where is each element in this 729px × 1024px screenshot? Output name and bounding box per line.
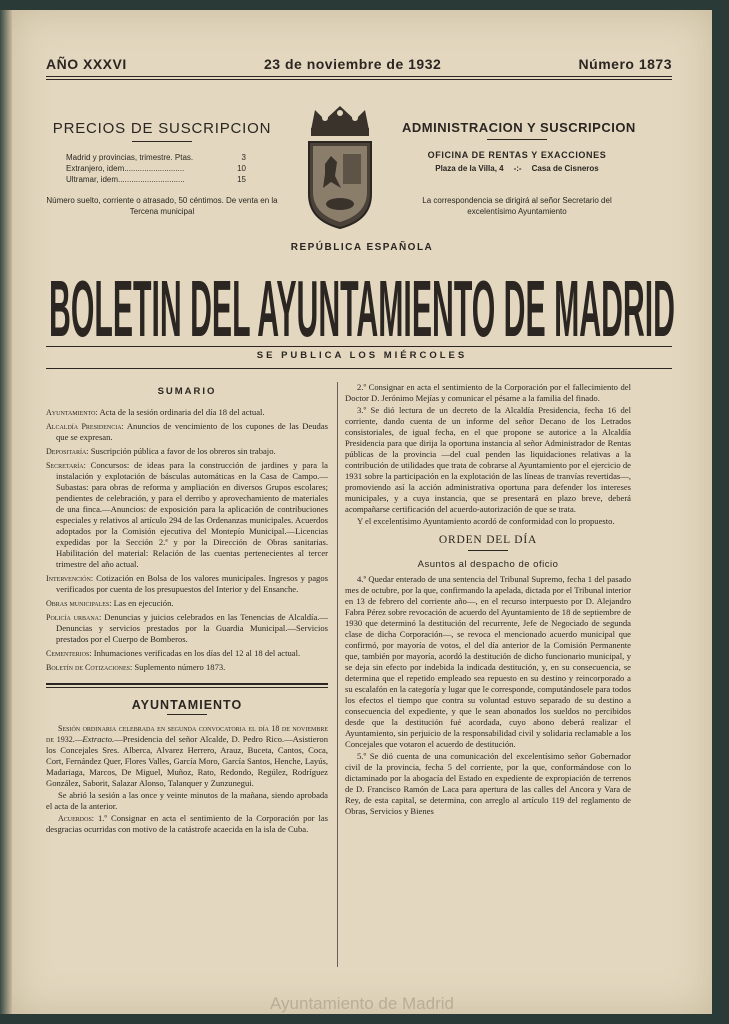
office-address: [402, 164, 632, 173]
left-column: [46, 382, 328, 836]
section-rule-thin: [46, 687, 328, 688]
publication-day: SE PUBLICA LOS MIÉRCOLES: [256, 350, 468, 361]
address-house: Casa de Cisneros: [531, 164, 599, 173]
acuerdo-3-resolution: Y el excelentísimo Ayuntamiento acordó de conformidad con lo propuesto.: [357, 516, 615, 526]
sumario-entry: Depositaría: Suscripción pública a favor de los obreros sin trabajo.: [46, 446, 276, 456]
session-paragraph: Sesión ordinaria celebrada en segunda convocatoria el día 18 de noviembre de 1932.—Extracto.—Presidencia del señor Alcalde, D. Pedro Rico.—Asistieron los Concejales Sres. Alberca, Alvarez Herrero, Arauz, Buceta, Cantos, Coca, Cort, Fernández Quer, Flores Valles, García Moro, García Santos, Henche, Layús, Madariaga, Marcos, De Miguel, Muñoz, Rato, Redondo, Regúlez, Rodríguez González, Saborit, Salazar Alonso, Talanquer y Zunzunegui.: [46, 724, 329, 788]
acuerdo-2: 2.º Consignar en acta el sentimiento de la Corporación por el fallecimiento del Doctor D. Jerónimo Mejías y comunicar el pésame a la familia del finado.: [345, 382, 631, 403]
subhead-rule: [46, 368, 672, 369]
price-row: [46, 163, 278, 174]
madrid-coat-of-arms-icon: [301, 102, 379, 232]
administration-title: ADMINISTRACION Y SUSCRIPCION: [402, 120, 636, 135]
price-value: 10: [237, 164, 246, 173]
sumario-entry: Boletín de Cotizaciones: Suplemento número 1873.: [46, 662, 226, 672]
price-row: [46, 152, 278, 163]
sumario-entry: Intervención: Cotización en Bolsa de los valores municipales. Ingresos y pagos verificados por cuenta de los presupuestos del Interior y del Ensanche.: [46, 573, 328, 594]
single-copy-note: Número suelto, corriente o atrasado, 50 céntimos. De venta en la Tercena municipal: [46, 196, 278, 216]
column-divider: [337, 382, 338, 967]
watermark-footer: Ayuntamiento de Madrid: [270, 994, 454, 1013]
acuerdo-3: 3.º Se dió lectura de un decreto de la Alcaldía Presidencia, fecha 16 del corriente, dando cuenta de un informe del señor Decano de los Letrados consistoriales, de igual fecha, en el que propone se autorice a la Alcaldía Presidencia para que dirija la oportuna instancia al señor Administrador de Rentas públicas de la provincia —del cual penden las liquidaciones relativas a la contribución de utilidades que trata de cobrarse al Ayuntamiento por el ejercicio de 1931 sobre la participación en la explotación de las líneas de tranvías revertidas—, promoviendo así la acción administrativa oportuna para defender los intereses municipales, y a cuya instancia, que se presentará en plazo breve, deberá acompañarse certificación del acuerdo-autorización de que se trata.: [345, 405, 631, 514]
price-label: Extranjero, idem...........................: [66, 164, 185, 173]
book-binding: [0, 10, 12, 1014]
masthead-text: BOLETIN DEL AYUNTAMIENTO DE MADRID: [49, 264, 675, 342]
correspondence-note: La correspondencia se dirigirá al señor Secretario del excelentísimo Ayuntamiento: [422, 196, 612, 216]
administration-block: [402, 120, 636, 217]
sumario-title: SUMARIO: [157, 386, 217, 397]
top-rule: [46, 76, 672, 77]
divider: [487, 139, 547, 140]
sumario-entry: Policía urbana: Denuncias y juicios celebrados en las Tenencias de Alcaldía.—Denuncias y servicios prestados por la Guardia Municipal.—Servicios prestados por el Cuerpo de Bomberos.: [46, 612, 329, 644]
session-opening: Se abrió la sesión a las once y veinte minutos de la mañana, siendo aprobada el acta de la anterior.: [46, 790, 328, 811]
issue-line: [46, 56, 672, 72]
issue-number: Número 1873: [578, 56, 672, 72]
republic-label: REPÚBLICA ESPAÑOLA: [290, 242, 434, 253]
price-value: 15: [237, 175, 246, 184]
divider: [167, 714, 207, 715]
sumario-entry: Cementerios: Inhumaciones verificadas en los días del 12 al 18 del actual.: [46, 648, 301, 658]
divider: [132, 141, 192, 142]
address-street: Plaza de la Villa, 4: [435, 164, 504, 173]
masthead-rule: [46, 346, 672, 347]
subscription-block: [46, 120, 278, 217]
subscription-title: PRECIOS DE SUSCRIPCION: [52, 120, 272, 137]
sumario-entry: Secretaría: Concursos: de ideas para la construcción de jardines y para la instalación y explotación de básculas automáticas en la Casa de Campo.—Subastas: para obras de reforma y ampliación en diversos Grupos escolares; pendientes de celebración, y para el derribo y aprovechamiento de materiales de una finca.—Anuncios: de exposición para la aplicación de contribuciones especiales y relativos al artículo 294 de las Ordenanzas municipales. Acuerdos adoptados por la Comisión ejecutiva del Montepío Municipal.—Licencias expedidas por la Sección 2.ª y por la Dirección de Obras sanitarias. Habilitación del material: Relación de las cuentas pertenecientes al tercer trimestre del año actual.: [46, 460, 328, 569]
price-row: [46, 174, 278, 185]
price-label: Madrid y provincias, trimestre. Ptas.: [66, 153, 194, 162]
sumario-entry: Alcaldía Presidencia: Anuncios de vencimiento de los cupones de las Deudas que se expresan.: [46, 421, 328, 442]
divider: [468, 550, 508, 551]
acuerdo-4: 4.º Quedar enterado de una sentencia del Tribunal Supremo, fecha 1 del pasado mes de octubre, por la que, confirmando la apelada, dictada por el Tribunal interior en 13 de febrero del corriente año—, en el recurso interpuesto por D. Alejandro Fabra Pérez sobre revocación de acuerdo del Ayuntamiento de 18 de septiembre de 1930 que determinó la destitución del recurrente, Jefe de Negociado de segunda clase de dicha Corporación—, se revoca el mencionado acuerdo municipal que confirmó, por mayoría de votos, el del día anterior de la Comisión Permanente que, también por mayoría, acordó la destitución de dicho funcionario municipal, y se deja sin efecto por indebida la indicada destitución, y, en su consecuencia, se determina que el repetido empleado sea repuesto en su destino y reincorporado a su escalafón en la categoría y lugar que le corresponde, computándosele para todos los efectos el tiempo que contra su voluntad estuvo separado de su destino a consecuencia del expediente, y que le sean abonados los sueldos no percibidos desde que la destitución fué acordada, cuyo abono deberá realizar el Ayuntamiento, sin perjuicio de la responsabilidad civil y solidaria reclamable a los Concejales que votaron el acuerdo de destitución.: [345, 574, 631, 749]
acuerdo-1: Acuerdos: 1.º Consignar en acta el sentimiento de la Corporación por las desgracias ocurridas con motivo de la catástrofe acaecida en la isla de Cuba.: [46, 813, 329, 834]
address-separator: -:-: [513, 164, 522, 173]
ayuntamiento-title: AYUNTAMIENTO: [131, 698, 243, 712]
right-column: [345, 382, 631, 818]
issue-year: AÑO XXXVI: [46, 56, 127, 72]
office-name: OFICINA DE RENTAS Y EXACCIONES: [427, 150, 607, 160]
orden-del-dia-title: ORDEN DEL DÍA: [438, 534, 538, 546]
top-rule-2: [46, 79, 672, 80]
section-rule: [46, 683, 328, 685]
acuerdo-5: 5.º Se dió cuenta de una comunicación del excelentísimo señor Gobernador civil de la provincia, fecha 5 del corriente, por la que, conformándose con lo dictaminado por la abogacía del Estado en expediente de expropiación de terrenos de D. Francisco Ramón de Laca para apertura de las calles del Ancora y Vara de Rey, de esta capital, se determina, con arreglo al artículo 119 del reglamento de Obras, Servicios y Bienes: [345, 751, 631, 816]
newspaper-page: [12, 10, 712, 1014]
price-label: Ultramar, idem..............................: [66, 175, 185, 184]
sumario-entry: Ayuntamiento: Acta de la sesión ordinaria del día 18 del actual.: [46, 407, 265, 417]
asuntos-title: Asuntos al despacho de oficio: [417, 559, 559, 570]
price-value: 3: [241, 153, 246, 162]
issue-date: 23 de noviembre de 1932: [264, 56, 442, 72]
sumario-entry: Obras municipales: Las en ejecución.: [46, 598, 174, 608]
masthead-title: [46, 262, 678, 342]
